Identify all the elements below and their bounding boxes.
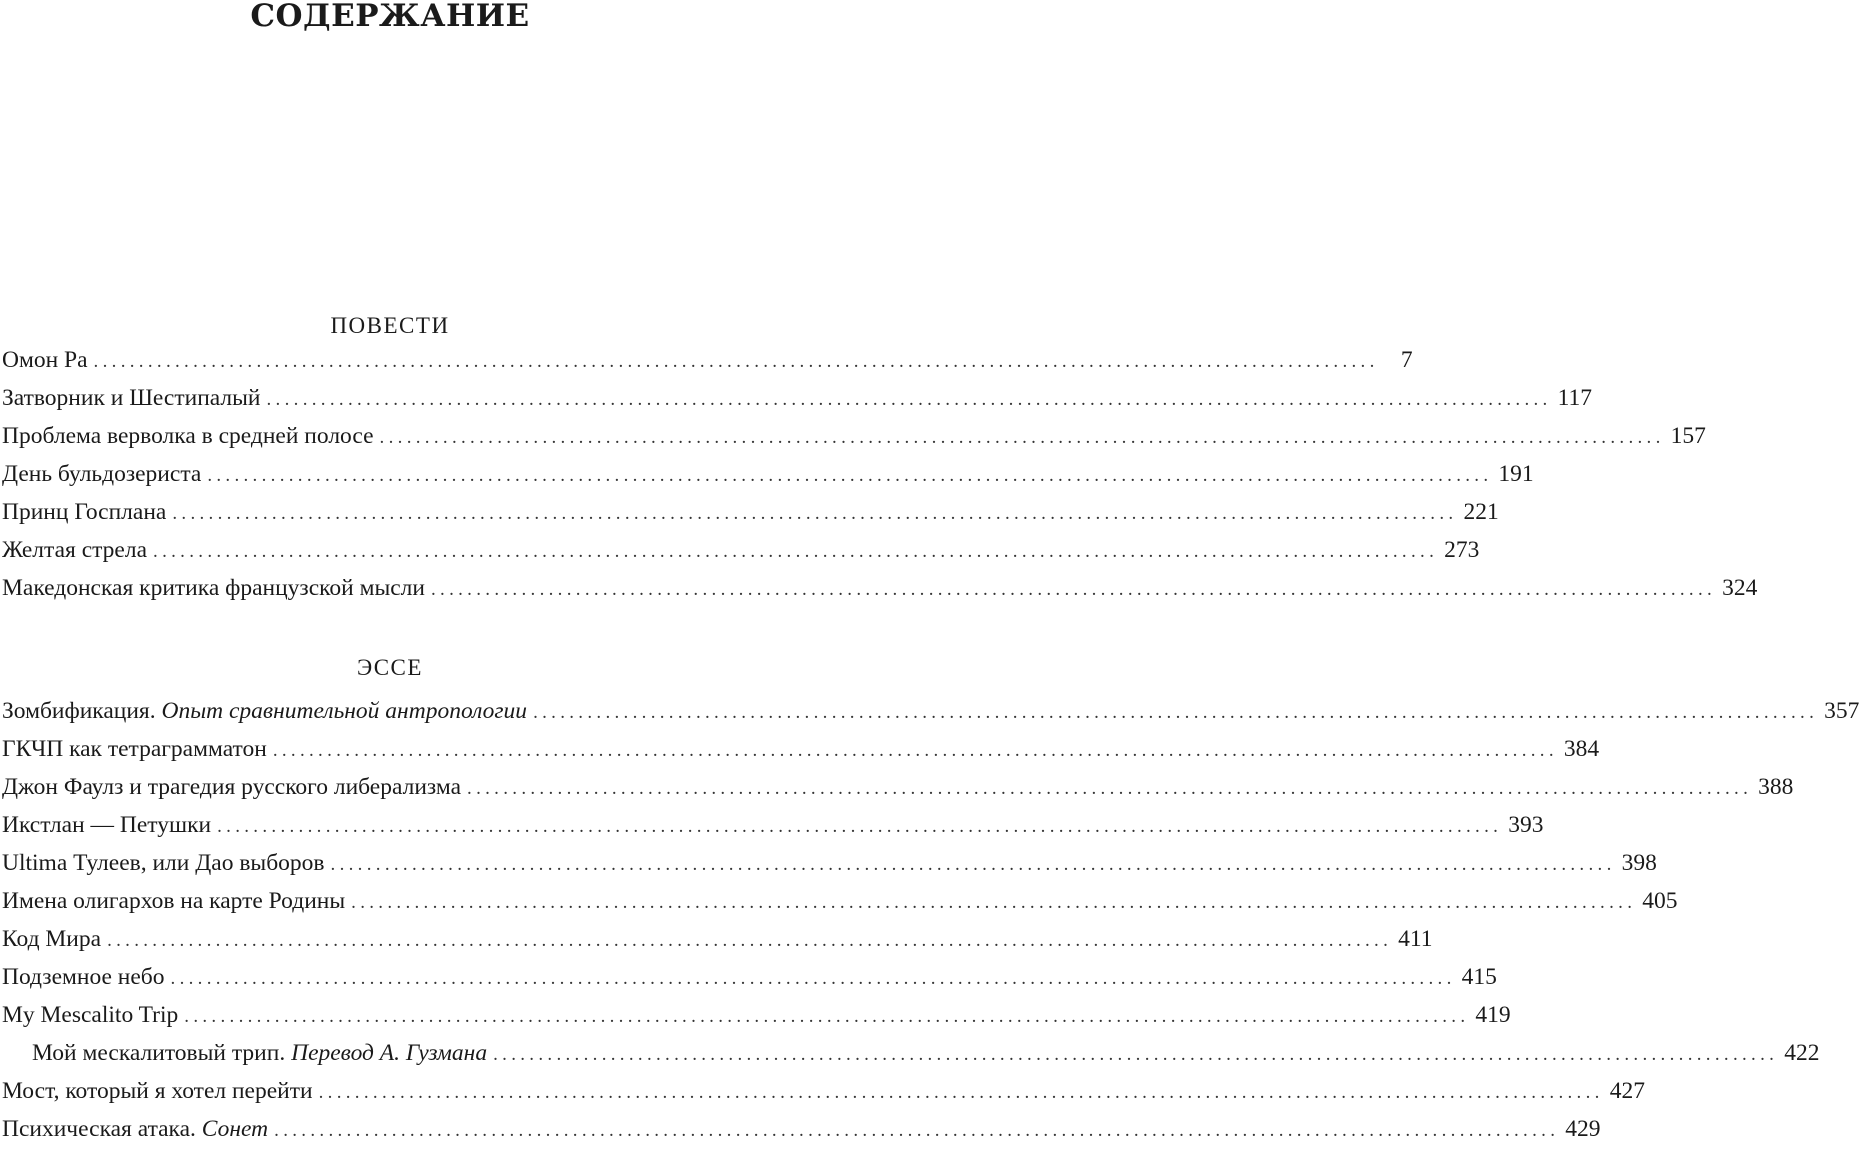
dot-leader: .............................................................................................................................................. — [217, 816, 1503, 837]
dot-leader: .............................................................................................................................................. — [430, 579, 1717, 600]
entry-title-main: Зомбификация. — [2, 698, 162, 724]
section-heading-povesti: ПОВЕСТИ — [330, 313, 450, 338]
toc-entry — [0, 1072, 1645, 1110]
entry-title: Проблема верволка в средней полосе — [2, 423, 374, 449]
dot-leader: .............................................................................................................................................. — [172, 503, 1458, 524]
page-number: 273 — [1444, 537, 1480, 563]
page-number: 191 — [1498, 461, 1534, 487]
toc-list-esse — [0, 692, 1859, 1148]
entry-title: Желтая стрела — [2, 537, 148, 563]
toc-entry — [0, 569, 1758, 607]
toc-entry — [0, 692, 1859, 730]
page-number: 324 — [1722, 575, 1758, 601]
page-number: 415 — [1461, 964, 1497, 990]
dot-leader: .............................................................................................................................................. — [266, 389, 1552, 410]
entry-title: Подземное небо — [2, 964, 165, 990]
entry-title — [32, 1034, 487, 1072]
page-number: 221 — [1463, 499, 1499, 525]
dot-leader: .............................................................................................................................................. — [318, 1082, 1604, 1103]
section-heading-esse: ЭССЕ — [357, 655, 423, 680]
entry-title-main: Мой мескалитовый трип. — [32, 1040, 292, 1066]
page-number: 393 — [1508, 812, 1544, 838]
toc-entry-indented — [0, 1034, 1820, 1072]
toc-entry — [0, 844, 1657, 882]
page-number: 388 — [1758, 774, 1794, 800]
entry-title — [2, 1110, 268, 1148]
page-number: 405 — [1642, 888, 1678, 914]
toc-entry — [0, 531, 1480, 569]
page-number: 384 — [1563, 736, 1600, 762]
toc-entry — [0, 730, 1600, 768]
page-number: 429 — [1565, 1116, 1601, 1142]
dot-leader: .............................................................................................................................................. — [153, 541, 1439, 562]
toc-entry — [0, 493, 1499, 531]
entry-title: Код Мира — [2, 926, 102, 952]
dot-leader: .............................................................................................................................................. — [184, 1006, 1470, 1027]
toc-entry — [0, 882, 1678, 920]
dot-leader: .............................................................................................................................................. — [493, 1044, 1779, 1065]
entry-title: Ultima Тулеев, или Дао выборов — [2, 850, 325, 876]
dot-leader: .............................................................................................................................................. — [272, 740, 1558, 761]
entry-title — [2, 692, 527, 730]
dot-leader: .............................................................................................................................................. — [351, 892, 1637, 913]
page-number: 427 — [1609, 1078, 1645, 1104]
toc-entry — [0, 341, 1413, 379]
entry-title: Имена олигархов на карте Родины — [2, 888, 346, 914]
entry-subtitle: Сонет — [201, 1116, 269, 1142]
toc-entry — [0, 958, 1497, 996]
page-number: 419 — [1475, 1002, 1511, 1028]
entry-title: Икстлан — Петушки — [2, 812, 212, 838]
page-title: СОДЕРЖАНИЕ — [250, 0, 530, 34]
toc-entry — [0, 417, 1706, 455]
dot-leader: .............................................................................................................................................. — [170, 968, 1456, 989]
dot-leader: .............................................................................................................................................. — [533, 702, 1819, 723]
entry-title: Затворник и Шестипалый — [2, 385, 261, 411]
page-number: 7 — [1400, 347, 1413, 373]
toc-entry — [0, 920, 1433, 958]
toc-entry — [0, 806, 1544, 844]
toc-entry — [0, 379, 1592, 417]
page-number: 411 — [1398, 926, 1433, 952]
toc-entry — [0, 996, 1511, 1034]
dot-leader: .............................................................................................................................................. — [467, 778, 1753, 799]
toc-entry — [0, 1110, 1601, 1148]
entry-title: ГКЧП как тетраграмматон — [2, 736, 267, 762]
entry-subtitle: Перевод А. Гузмана — [291, 1040, 488, 1066]
page-number: 117 — [1557, 385, 1592, 411]
dot-leader: .............................................................................................................................................. — [330, 854, 1616, 875]
entry-title: Македонская критика французской мысли — [2, 575, 425, 601]
dot-leader: .............................................................................................................................................. — [107, 930, 1393, 951]
dot-leader: .............................................................................................................................................. — [274, 1120, 1560, 1141]
page-number: 357 — [1824, 698, 1859, 724]
toc-entry — [0, 455, 1534, 493]
entry-title: My Mescalito Trip — [2, 1002, 179, 1028]
page-number: 157 — [1670, 423, 1706, 449]
dot-leader: .............................................................................................................................................. — [379, 427, 1665, 448]
entry-title: Принц Госплана — [2, 499, 167, 525]
page-number: 398 — [1621, 850, 1657, 876]
entry-title: Джон Фаулз и трагедия русского либерализма — [2, 774, 462, 800]
entry-title-main: Психическая атака. — [2, 1116, 202, 1142]
page-number: 422 — [1784, 1040, 1820, 1066]
toc-entry — [0, 768, 1794, 806]
toc-list-povesti — [0, 341, 1758, 607]
dot-leader: .............................................................................................................................................. — [207, 465, 1493, 486]
entry-title: День бульдозериста — [2, 461, 202, 487]
entry-subtitle: Опыт сравнительной антропологии — [161, 698, 528, 724]
entry-title: Омон Ра — [2, 347, 88, 373]
entry-title: Мост, который я хотел перейти — [2, 1078, 313, 1104]
dot-leader: .............................................................................................................................................. — [93, 351, 1379, 372]
